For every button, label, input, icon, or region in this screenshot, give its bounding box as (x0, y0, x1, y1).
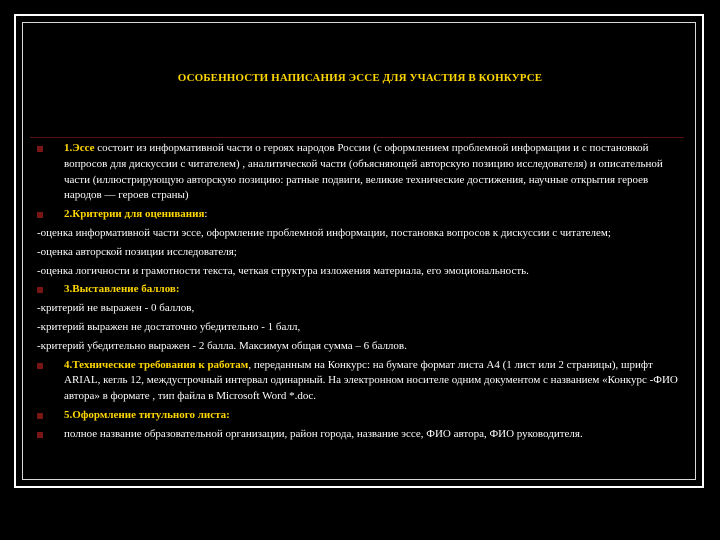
list-item-technical (37, 358, 685, 405)
score-line-2: -критерий выражен не достаточно убедительно - 1 балл, (37, 320, 301, 333)
score-line-1: -критерий не выражен - 0 баллов, (37, 302, 195, 315)
title-divider (30, 137, 684, 138)
list-item-title-page (37, 408, 685, 424)
slide-title: ОСОБЕННОСТИ НАПИСАНИЯ ЭССЕ ДЛЯ УЧАСТИЯ В КОНКУРСЕ (177, 72, 543, 84)
criterion-line-1: -оценка информативной части эссе, оформление проблемной информации, постановка вопросов к дискуссии с читателем; (37, 226, 611, 239)
list-item-scoring (37, 282, 685, 298)
title-page-text: полное название образовательной организации, район города, название эссе, ФИО автора, ФИО руководителя. (64, 427, 583, 440)
criteria-colon: : (204, 208, 208, 221)
list-item-title-page-contents (37, 427, 685, 443)
list-item-essay (37, 141, 685, 204)
technical-heading: 4.Технические требования к работам (64, 358, 249, 371)
criteria-heading: 2.Критерии для оценивания (64, 208, 205, 221)
bullet-square-icon (37, 146, 43, 152)
essay-heading: 1.Эссе (64, 142, 95, 154)
bullet-square-icon (37, 413, 43, 419)
bullet-square-icon (37, 432, 43, 438)
bullet-square-icon (37, 363, 43, 369)
criterion-line-3: -оценка логичности и грамотности текста, четкая структура изложения материала, его эмоциональность. (37, 264, 529, 277)
scoring-heading: 3.Выставление баллов: (64, 283, 180, 296)
title-page-heading: 5.Оформление титульного листа: (64, 408, 230, 421)
criterion-line-2: -оценка авторской позиции исследователя; (37, 245, 237, 258)
score-line-3: -критерий убедительно выражен - 2 балла. Максимум общая сумма – 6 баллов. (37, 339, 407, 352)
bullet-square-icon (37, 212, 43, 218)
technical-text: , переданным на Конкурс: на бумаге формат листа А4 (1 лист или 2 страницы), шрифт ARIAL, кегль 12, междустрочный интервал одинарный. На электронном носителе одним документом с названием «Конкурс -ФИО автора» в формате , тип файла в Microsoft Word *.doc. (64, 358, 678, 403)
list-item-criteria (37, 207, 685, 223)
essay-text: состоит из информативной части о героях народов России (с оформлением проблемной информации и с постановкой вопросов для дискуссии с читателем) , аналитической части (объясняющей авторскую позицию исследователя) и описательной части (иллюстрирующую авторскую позицию: ратные подвиги, великие технические достижения, научные открытия героев народов — героев страны) (64, 142, 663, 202)
slide-body (37, 141, 685, 443)
bullet-square-icon (37, 287, 43, 293)
